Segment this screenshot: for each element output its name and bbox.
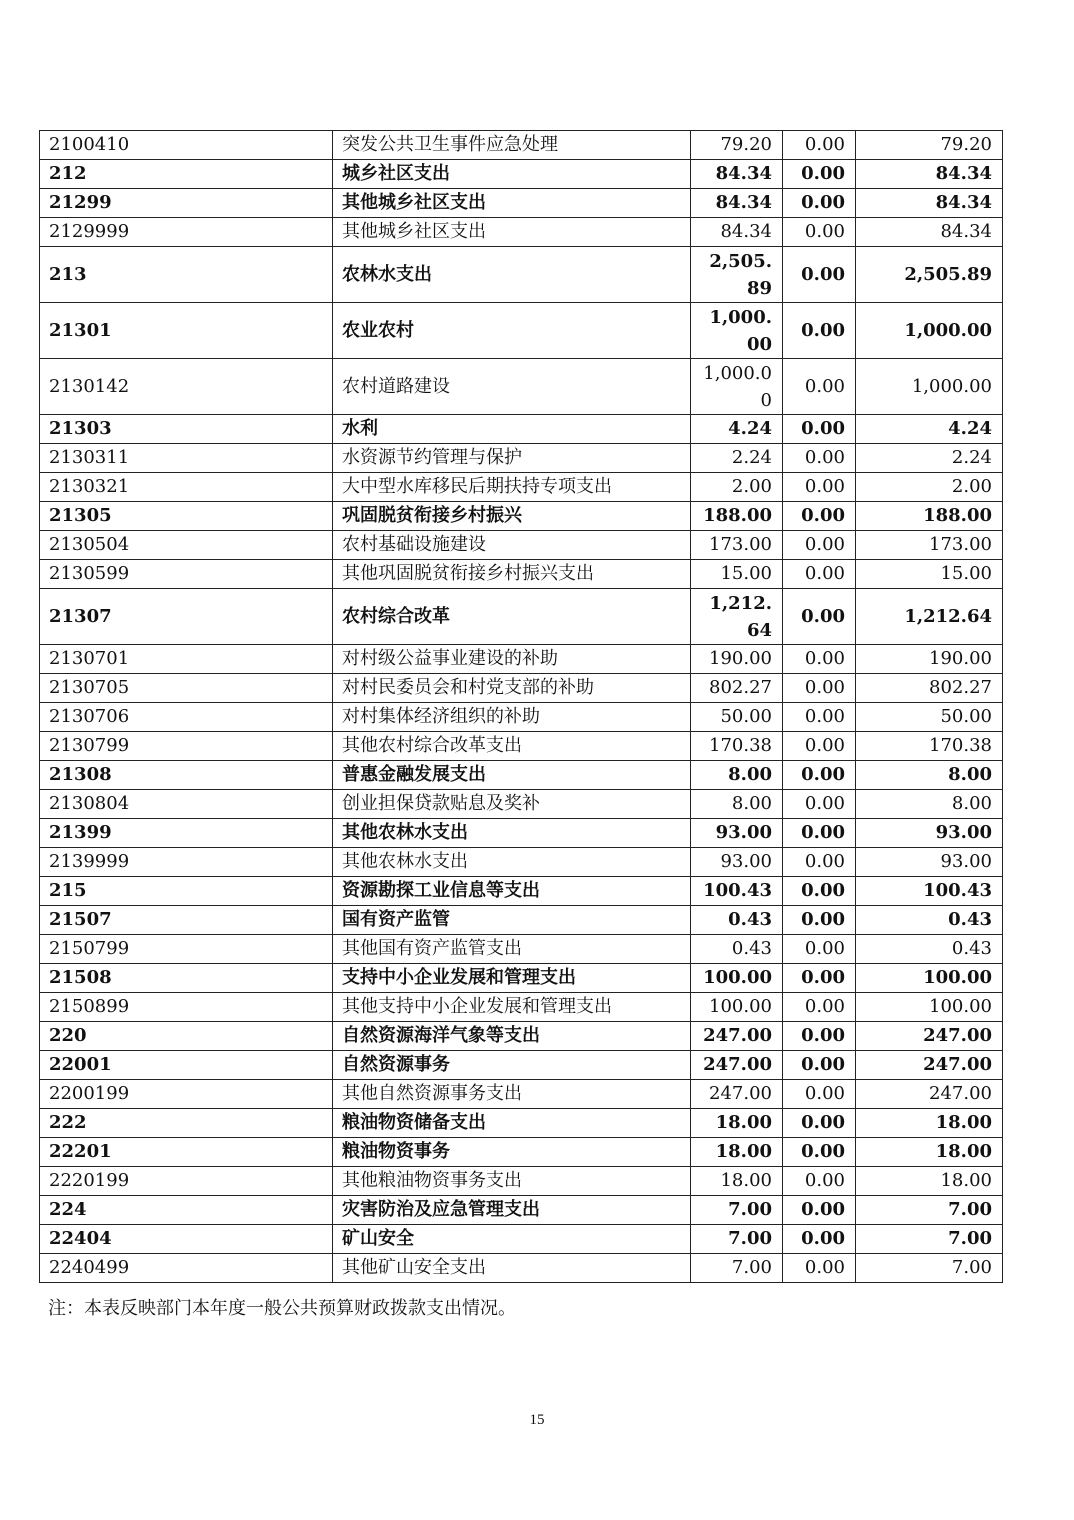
table-row bbox=[40, 732, 1003, 761]
cell-amount-basic: 0.00 bbox=[783, 1022, 856, 1051]
cell-name: 资源勘探工业信息等支出 bbox=[333, 877, 691, 906]
cell-code: 2130311 bbox=[40, 444, 333, 473]
cell-amount-total: 93.00 bbox=[691, 819, 783, 848]
cell-amount-total: 93.00 bbox=[691, 848, 783, 877]
cell-amount-project: 18.00 bbox=[856, 1109, 1003, 1138]
cell-code: 2130599 bbox=[40, 560, 333, 589]
cell-amount-project: 100.00 bbox=[856, 964, 1003, 993]
cell-code: 22001 bbox=[40, 1051, 333, 1080]
table-note: 注：本表反映部门本年度一般公共预算财政拨款支出情况。 bbox=[48, 1298, 516, 1319]
cell-amount-project: 190.00 bbox=[856, 645, 1003, 674]
cell-name: 农村综合改革 bbox=[333, 589, 691, 645]
table-body bbox=[40, 131, 1003, 1283]
cell-amount-total: 247.00 bbox=[691, 1051, 783, 1080]
cell-amount-basic: 0.00 bbox=[783, 877, 856, 906]
table-row bbox=[40, 1109, 1003, 1138]
cell-amount-project: 0.43 bbox=[856, 906, 1003, 935]
table-row bbox=[40, 935, 1003, 964]
table-row bbox=[40, 359, 1003, 415]
cell-amount-total: 7.00 bbox=[691, 1225, 783, 1254]
table-row bbox=[40, 1051, 1003, 1080]
cell-name: 自然资源海洋气象等支出 bbox=[333, 1022, 691, 1051]
cell-amount-project: 7.00 bbox=[856, 1225, 1003, 1254]
cell-code: 2150799 bbox=[40, 935, 333, 964]
table-row bbox=[40, 964, 1003, 993]
cell-name: 其他自然资源事务支出 bbox=[333, 1080, 691, 1109]
cell-name: 农村基础设施建设 bbox=[333, 531, 691, 560]
cell-amount-project: 247.00 bbox=[856, 1022, 1003, 1051]
cell-amount-project: 2,505.89 bbox=[856, 247, 1003, 303]
cell-name: 其他巩固脱贫衔接乡村振兴支出 bbox=[333, 560, 691, 589]
budget-table bbox=[39, 130, 1003, 1283]
cell-code: 2240499 bbox=[40, 1254, 333, 1283]
cell-amount-basic: 0.00 bbox=[783, 189, 856, 218]
table-row bbox=[40, 1022, 1003, 1051]
cell-amount-total: 100.43 bbox=[691, 877, 783, 906]
cell-code: 21308 bbox=[40, 761, 333, 790]
cell-name: 支持中小企业发展和管理支出 bbox=[333, 964, 691, 993]
table-row bbox=[40, 993, 1003, 1022]
cell-amount-project: 8.00 bbox=[856, 761, 1003, 790]
cell-amount-total: 1,000.00 bbox=[691, 359, 783, 415]
cell-amount-total: 1,000.00 bbox=[691, 303, 783, 359]
cell-amount-project: 173.00 bbox=[856, 531, 1003, 560]
cell-name: 其他农林水支出 bbox=[333, 819, 691, 848]
cell-amount-total: 173.00 bbox=[691, 531, 783, 560]
table-row bbox=[40, 819, 1003, 848]
cell-amount-total: 18.00 bbox=[691, 1109, 783, 1138]
table-row bbox=[40, 531, 1003, 560]
cell-code: 2130799 bbox=[40, 732, 333, 761]
cell-code: 2130701 bbox=[40, 645, 333, 674]
cell-name: 对村级公益事业建设的补助 bbox=[333, 645, 691, 674]
cell-amount-basic: 0.00 bbox=[783, 531, 856, 560]
cell-code: 21307 bbox=[40, 589, 333, 645]
cell-amount-total: 4.24 bbox=[691, 415, 783, 444]
cell-code: 2129999 bbox=[40, 218, 333, 247]
cell-amount-project: 0.43 bbox=[856, 935, 1003, 964]
cell-name: 自然资源事务 bbox=[333, 1051, 691, 1080]
cell-amount-project: 247.00 bbox=[856, 1051, 1003, 1080]
cell-code: 215 bbox=[40, 877, 333, 906]
cell-code: 22201 bbox=[40, 1138, 333, 1167]
cell-name: 灾害防治及应急管理支出 bbox=[333, 1196, 691, 1225]
cell-code: 2130706 bbox=[40, 703, 333, 732]
cell-name: 其他粮油物资事务支出 bbox=[333, 1167, 691, 1196]
cell-name: 其他国有资产监管支出 bbox=[333, 935, 691, 964]
table-row bbox=[40, 444, 1003, 473]
page-number: 15 bbox=[529, 1412, 545, 1428]
table-row bbox=[40, 877, 1003, 906]
cell-name: 水资源节约管理与保护 bbox=[333, 444, 691, 473]
cell-code: 213 bbox=[40, 247, 333, 303]
cell-amount-project: 93.00 bbox=[856, 848, 1003, 877]
cell-name: 国有资产监管 bbox=[333, 906, 691, 935]
cell-name: 普惠金融发展支出 bbox=[333, 761, 691, 790]
cell-code: 21301 bbox=[40, 303, 333, 359]
cell-name: 农村道路建设 bbox=[333, 359, 691, 415]
cell-amount-basic: 0.00 bbox=[783, 1109, 856, 1138]
cell-amount-total: 84.34 bbox=[691, 189, 783, 218]
table-row bbox=[40, 1254, 1003, 1283]
cell-amount-basic: 0.00 bbox=[783, 906, 856, 935]
table-row bbox=[40, 645, 1003, 674]
cell-code: 21305 bbox=[40, 502, 333, 531]
cell-amount-basic: 0.00 bbox=[783, 819, 856, 848]
table-row bbox=[40, 674, 1003, 703]
table-row bbox=[40, 848, 1003, 877]
cell-name: 农业农村 bbox=[333, 303, 691, 359]
cell-amount-project: 84.34 bbox=[856, 218, 1003, 247]
cell-amount-total: 247.00 bbox=[691, 1080, 783, 1109]
cell-code: 2220199 bbox=[40, 1167, 333, 1196]
cell-amount-project: 15.00 bbox=[856, 560, 1003, 589]
cell-amount-project: 4.24 bbox=[856, 415, 1003, 444]
cell-amount-total: 100.00 bbox=[691, 993, 783, 1022]
cell-amount-total: 7.00 bbox=[691, 1254, 783, 1283]
cell-amount-total: 188.00 bbox=[691, 502, 783, 531]
cell-amount-total: 84.34 bbox=[691, 218, 783, 247]
cell-amount-basic: 0.00 bbox=[783, 502, 856, 531]
cell-amount-basic: 0.00 bbox=[783, 247, 856, 303]
cell-amount-basic: 0.00 bbox=[783, 1225, 856, 1254]
cell-name: 对村集体经济组织的补助 bbox=[333, 703, 691, 732]
cell-amount-total: 170.38 bbox=[691, 732, 783, 761]
cell-code: 21303 bbox=[40, 415, 333, 444]
cell-amount-project: 802.27 bbox=[856, 674, 1003, 703]
table-row bbox=[40, 906, 1003, 935]
cell-amount-total: 2.24 bbox=[691, 444, 783, 473]
cell-name: 其他城乡社区支出 bbox=[333, 218, 691, 247]
table-row bbox=[40, 247, 1003, 303]
cell-amount-project: 18.00 bbox=[856, 1167, 1003, 1196]
cell-amount-basic: 0.00 bbox=[783, 560, 856, 589]
table-row bbox=[40, 790, 1003, 819]
cell-amount-basic: 0.00 bbox=[783, 1196, 856, 1225]
cell-code: 2100410 bbox=[40, 131, 333, 160]
cell-code: 2130504 bbox=[40, 531, 333, 560]
cell-code: 21299 bbox=[40, 189, 333, 218]
cell-name: 其他支持中小企业发展和管理支出 bbox=[333, 993, 691, 1022]
cell-amount-basic: 0.00 bbox=[783, 415, 856, 444]
cell-amount-basic: 0.00 bbox=[783, 964, 856, 993]
cell-amount-basic: 0.00 bbox=[783, 703, 856, 732]
cell-amount-project: 84.34 bbox=[856, 160, 1003, 189]
table-row bbox=[40, 703, 1003, 732]
cell-amount-basic: 0.00 bbox=[783, 674, 856, 703]
cell-amount-project: 1,000.00 bbox=[856, 359, 1003, 415]
cell-amount-project: 50.00 bbox=[856, 703, 1003, 732]
cell-amount-total: 0.43 bbox=[691, 935, 783, 964]
cell-amount-project: 2.24 bbox=[856, 444, 1003, 473]
table-row bbox=[40, 415, 1003, 444]
cell-amount-basic: 0.00 bbox=[783, 790, 856, 819]
cell-amount-total: 1,212.64 bbox=[691, 589, 783, 645]
cell-amount-project: 2.00 bbox=[856, 473, 1003, 502]
cell-amount-basic: 0.00 bbox=[783, 645, 856, 674]
cell-amount-basic: 0.00 bbox=[783, 1080, 856, 1109]
cell-amount-total: 0.43 bbox=[691, 906, 783, 935]
cell-name: 创业担保贷款贴息及奖补 bbox=[333, 790, 691, 819]
cell-amount-project: 247.00 bbox=[856, 1080, 1003, 1109]
cell-name: 水利 bbox=[333, 415, 691, 444]
table-row bbox=[40, 189, 1003, 218]
cell-amount-total: 18.00 bbox=[691, 1138, 783, 1167]
cell-amount-basic: 0.00 bbox=[783, 444, 856, 473]
cell-amount-total: 247.00 bbox=[691, 1022, 783, 1051]
cell-code: 2200199 bbox=[40, 1080, 333, 1109]
cell-code: 212 bbox=[40, 160, 333, 189]
cell-name: 城乡社区支出 bbox=[333, 160, 691, 189]
cell-amount-basic: 0.00 bbox=[783, 359, 856, 415]
cell-name: 大中型水库移民后期扶持专项支出 bbox=[333, 473, 691, 502]
cell-amount-total: 190.00 bbox=[691, 645, 783, 674]
cell-amount-total: 50.00 bbox=[691, 703, 783, 732]
cell-amount-project: 100.43 bbox=[856, 877, 1003, 906]
table-row bbox=[40, 303, 1003, 359]
cell-name: 粮油物资储备支出 bbox=[333, 1109, 691, 1138]
table-row bbox=[40, 218, 1003, 247]
cell-name: 对村民委员会和村党支部的补助 bbox=[333, 674, 691, 703]
cell-name: 其他农村综合改革支出 bbox=[333, 732, 691, 761]
cell-amount-basic: 0.00 bbox=[783, 589, 856, 645]
cell-amount-total: 8.00 bbox=[691, 790, 783, 819]
cell-code: 2139999 bbox=[40, 848, 333, 877]
table-row bbox=[40, 131, 1003, 160]
cell-amount-total: 15.00 bbox=[691, 560, 783, 589]
cell-amount-project: 8.00 bbox=[856, 790, 1003, 819]
cell-amount-basic: 0.00 bbox=[783, 160, 856, 189]
cell-name: 其他矿山安全支出 bbox=[333, 1254, 691, 1283]
cell-amount-basic: 0.00 bbox=[783, 1051, 856, 1080]
cell-amount-basic: 0.00 bbox=[783, 218, 856, 247]
cell-code: 224 bbox=[40, 1196, 333, 1225]
cell-amount-project: 7.00 bbox=[856, 1196, 1003, 1225]
cell-amount-basic: 0.00 bbox=[783, 1167, 856, 1196]
cell-amount-project: 84.34 bbox=[856, 189, 1003, 218]
cell-name: 其他农林水支出 bbox=[333, 848, 691, 877]
cell-code: 222 bbox=[40, 1109, 333, 1138]
cell-amount-total: 100.00 bbox=[691, 964, 783, 993]
cell-code: 21399 bbox=[40, 819, 333, 848]
cell-amount-basic: 0.00 bbox=[783, 993, 856, 1022]
cell-code: 21507 bbox=[40, 906, 333, 935]
cell-amount-total: 84.34 bbox=[691, 160, 783, 189]
cell-code: 2130321 bbox=[40, 473, 333, 502]
cell-amount-basic: 0.00 bbox=[783, 848, 856, 877]
table-row bbox=[40, 761, 1003, 790]
cell-amount-basic: 0.00 bbox=[783, 732, 856, 761]
cell-amount-basic: 0.00 bbox=[783, 303, 856, 359]
cell-amount-project: 79.20 bbox=[856, 131, 1003, 160]
table-row bbox=[40, 1167, 1003, 1196]
cell-amount-basic: 0.00 bbox=[783, 935, 856, 964]
table-row bbox=[40, 1138, 1003, 1167]
cell-name: 矿山安全 bbox=[333, 1225, 691, 1254]
cell-name: 粮油物资事务 bbox=[333, 1138, 691, 1167]
table-row bbox=[40, 589, 1003, 645]
cell-amount-project: 1,212.64 bbox=[856, 589, 1003, 645]
cell-name: 巩固脱贫衔接乡村振兴 bbox=[333, 502, 691, 531]
table-row bbox=[40, 473, 1003, 502]
table-row bbox=[40, 1196, 1003, 1225]
cell-amount-total: 802.27 bbox=[691, 674, 783, 703]
cell-name: 其他城乡社区支出 bbox=[333, 189, 691, 218]
cell-code: 2130804 bbox=[40, 790, 333, 819]
cell-code: 22404 bbox=[40, 1225, 333, 1254]
cell-code: 21508 bbox=[40, 964, 333, 993]
cell-amount-project: 18.00 bbox=[856, 1138, 1003, 1167]
table-row bbox=[40, 1225, 1003, 1254]
cell-code: 220 bbox=[40, 1022, 333, 1051]
cell-amount-project: 100.00 bbox=[856, 993, 1003, 1022]
cell-amount-project: 170.38 bbox=[856, 732, 1003, 761]
cell-amount-total: 79.20 bbox=[691, 131, 783, 160]
cell-amount-basic: 0.00 bbox=[783, 761, 856, 790]
cell-amount-total: 7.00 bbox=[691, 1196, 783, 1225]
cell-code: 2130142 bbox=[40, 359, 333, 415]
cell-amount-basic: 0.00 bbox=[783, 1254, 856, 1283]
cell-amount-basic: 0.00 bbox=[783, 131, 856, 160]
cell-amount-total: 8.00 bbox=[691, 761, 783, 790]
table-row bbox=[40, 560, 1003, 589]
cell-amount-basic: 0.00 bbox=[783, 1138, 856, 1167]
cell-name: 突发公共卫生事件应急处理 bbox=[333, 131, 691, 160]
cell-amount-project: 7.00 bbox=[856, 1254, 1003, 1283]
cell-amount-total: 18.00 bbox=[691, 1167, 783, 1196]
cell-amount-basic: 0.00 bbox=[783, 473, 856, 502]
cell-amount-total: 2,505.89 bbox=[691, 247, 783, 303]
table-row bbox=[40, 1080, 1003, 1109]
table-row bbox=[40, 502, 1003, 531]
cell-code: 2150899 bbox=[40, 993, 333, 1022]
cell-amount-project: 188.00 bbox=[856, 502, 1003, 531]
table-row bbox=[40, 160, 1003, 189]
cell-amount-project: 93.00 bbox=[856, 819, 1003, 848]
cell-amount-total: 2.00 bbox=[691, 473, 783, 502]
cell-name: 农林水支出 bbox=[333, 247, 691, 303]
cell-amount-project: 1,000.00 bbox=[856, 303, 1003, 359]
cell-code: 2130705 bbox=[40, 674, 333, 703]
